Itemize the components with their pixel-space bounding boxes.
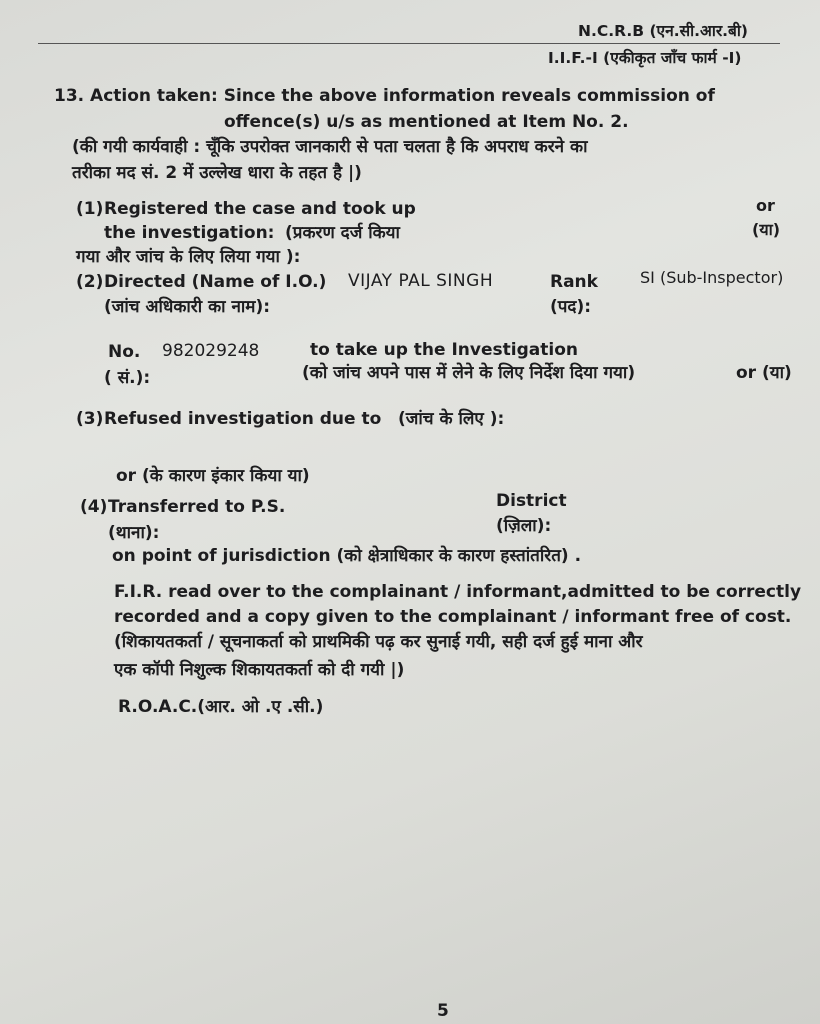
roac-label: R.O.A.C.(आर. ओ .ए .सी.) [118, 697, 324, 717]
option1-line1: Registered the case and took up [104, 199, 416, 219]
option3-label-hindi: (जांच के लिए ): [398, 409, 505, 429]
iif-header: I.I.F.-I (एकीकृत जाँच फार्म -I) [548, 49, 742, 67]
option3-or: or (के कारण इंकार किया या) [116, 466, 310, 486]
rank-label: Rank [550, 272, 598, 292]
action-taken-line2: offence(s) u/s as mentioned at Item No. 2. [224, 112, 629, 132]
option2-or: or (या) [736, 363, 792, 383]
take-up-hindi: (को जांच अपने पास में लेने के लिए निर्देश दिया गया) [302, 363, 636, 383]
number-label: No. [108, 342, 141, 362]
option1-line2b: (प्रकरण दर्ज किया [285, 223, 400, 243]
district-label-hindi: (ज़िला): [496, 516, 552, 536]
district-label: District [496, 491, 567, 511]
option1-or: or [756, 196, 775, 215]
jurisdiction-line: on point of jurisdiction (को क्षेत्राधिकार के कारण हस्तांतरित) . [112, 546, 582, 566]
header-rule [38, 43, 780, 44]
option1-number: (1) [76, 199, 104, 219]
option4-number: (4) [80, 497, 108, 517]
action-taken-hindi1: (की गयी कार्यवाही : चूँकि उपरोक्त जानकारी से पता चलता है कि अपराध करने का [72, 137, 588, 157]
option3-number: (3) [76, 409, 104, 429]
take-up-investigation: to take up the Investigation [310, 340, 578, 360]
option3-label: Refused investigation due to [104, 409, 382, 429]
fir-line4: एक कॉपी निशुल्क शिकायतकर्ता को दी गयी |) [114, 660, 405, 680]
action-taken-line1: 13. Action taken: Since the above information reveals commission of [54, 86, 715, 106]
fir-line1: F.I.R. read over to the complainant / informant,admitted to be correctly [114, 582, 802, 602]
option1-or-hindi: (या) [752, 220, 781, 239]
ncrb-header: N.C.R.B (एन.सी.आर.बी) [578, 22, 748, 40]
io-name-value: VIJAY PAL SINGH [348, 271, 494, 291]
page-number: 5 [437, 1001, 449, 1021]
option2-label-hindi: (जांच अधिकारी का नाम): [104, 297, 271, 317]
option1-line2a: the investigation: [104, 223, 275, 243]
number-value: 982029248 [162, 341, 260, 361]
rank-value: SI (Sub-Inspector) [640, 268, 784, 287]
rank-label-hindi: (पद): [550, 297, 592, 317]
action-taken-hindi2: तरीका मद सं. 2 में उल्लेख धारा के तहत है |) [72, 163, 362, 183]
option2-number: (2) [76, 272, 104, 292]
fir-line3: (शिकायतकर्ता / सूचनाकर्ता को प्राथमिकी पढ़ कर सुनाई गयी, सही दर्ज हुई माना और [114, 632, 643, 652]
option4-label: Transferred to P.S. [108, 497, 286, 517]
number-label-hindi: ( सं.): [104, 368, 151, 388]
option2-label: Directed (Name of I.O.) [104, 272, 327, 292]
option4-label-hindi: (थाना): [108, 523, 160, 543]
option1-line3: गया और जांच के लिए लिया गया ): [76, 247, 301, 267]
fir-line2: recorded and a copy given to the complainant / informant free of cost. [114, 607, 792, 627]
